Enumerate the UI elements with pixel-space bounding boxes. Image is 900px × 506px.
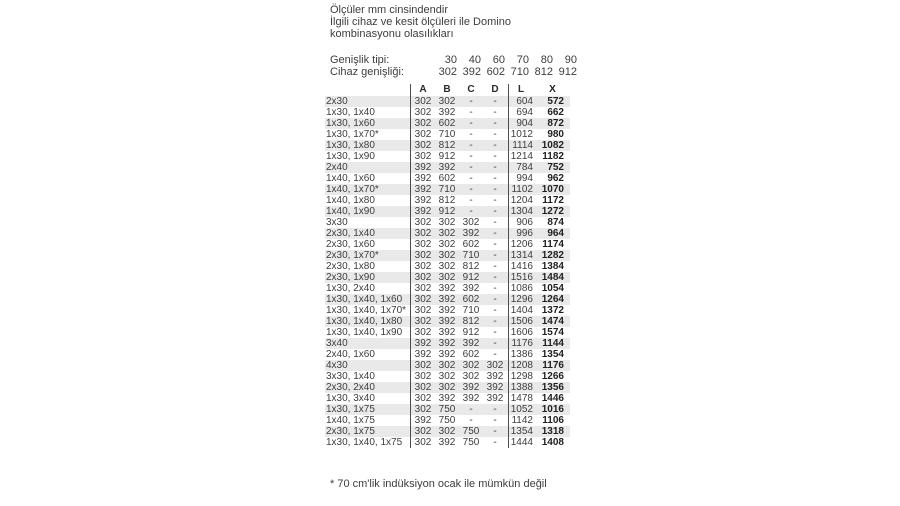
dim-c-cell: 602 (462, 239, 480, 250)
dim-a-cell: 392 (414, 184, 432, 195)
dim-b-cell: 912 (438, 206, 456, 217)
dim-d-cell: 302 (486, 360, 504, 371)
dim-c-cell: 812 (462, 261, 480, 272)
dim-a-cell: 392 (414, 162, 432, 173)
dim-d-cell: 392 (486, 393, 504, 404)
dim-c-cell: 302 (462, 371, 480, 382)
dim-a-cell: 302 (414, 393, 432, 404)
table-row (325, 118, 570, 129)
combo-table-body (325, 96, 570, 448)
table-row (325, 294, 570, 305)
dim-a-cell: 302 (414, 327, 432, 338)
dim-d-cell: - (493, 415, 497, 426)
dim-b-cell: 750 (438, 415, 456, 426)
combination-label-cell: 1x30, 1x75 (326, 404, 375, 415)
dim-b-cell: 812 (438, 140, 456, 151)
dim-c-cell: - (469, 96, 473, 107)
header-col-c: C (467, 84, 475, 95)
dim-a-cell: 392 (414, 349, 432, 360)
dim-c-cell: 750 (462, 437, 480, 448)
dim-b-cell: 750 (438, 404, 456, 415)
table-row (325, 261, 570, 272)
table-row (325, 217, 570, 228)
cutout-x-cell: 1446 (541, 393, 564, 404)
combination-label-cell: 1x40, 1x80 (326, 195, 375, 206)
header-col-d: D (491, 84, 499, 95)
cutout-x-cell: 1182 (542, 151, 564, 162)
dim-a-cell: 302 (414, 129, 432, 140)
dim-a-cell: 392 (414, 173, 432, 184)
combination-label-cell: 1x30, 3x40 (326, 393, 375, 404)
dim-a-cell: 302 (414, 140, 432, 151)
cutout-x-cell: 874 (547, 217, 564, 228)
table-row (325, 415, 570, 426)
combination-label-cell: 1x30, 1x70* (326, 129, 379, 140)
dim-b-cell: 602 (438, 118, 456, 129)
dim-b-cell: 710 (438, 129, 456, 140)
header-col-x: X (549, 84, 556, 95)
dim-d-cell: - (493, 283, 497, 294)
dim-b-cell: 912 (438, 151, 456, 162)
dim-b-cell: 302 (438, 250, 456, 261)
combination-label-cell: 1x40, 1x90 (326, 206, 375, 217)
dim-c-cell: 392 (462, 382, 480, 393)
length-l-cell: 1416 (510, 261, 533, 272)
dim-c-cell: 602 (462, 294, 480, 305)
table-row (325, 206, 570, 217)
table-row (325, 184, 570, 195)
dim-d-cell: - (493, 272, 497, 283)
dim-a-cell: 302 (414, 382, 432, 393)
table-row (325, 283, 570, 294)
dim-a-cell: 302 (414, 217, 432, 228)
dim-a-cell: 302 (414, 239, 432, 250)
length-l-cell: 1314 (510, 250, 533, 261)
cutout-x-cell: 1384 (541, 261, 564, 272)
table-row (325, 349, 570, 360)
dim-d-cell: - (493, 316, 497, 327)
length-l-cell: 1052 (510, 404, 533, 415)
table-row (325, 338, 570, 349)
dim-d-cell: - (493, 426, 497, 437)
length-l-cell: 1516 (510, 272, 533, 283)
table-row (325, 426, 570, 437)
dim-a-cell: 302 (414, 107, 432, 118)
length-l-cell: 1012 (510, 129, 533, 140)
table-row (325, 316, 570, 327)
length-l-cell: 604 (516, 96, 533, 107)
width-type-value: 60 (492, 54, 505, 66)
width-info-table (330, 54, 577, 78)
cutout-x-cell: 962 (547, 173, 564, 184)
combination-label-cell: 2x30 (326, 96, 348, 107)
dim-d-cell: - (493, 294, 497, 305)
dim-b-cell: 392 (438, 327, 456, 338)
table-row (325, 96, 570, 107)
dim-b-cell: 392 (438, 349, 456, 360)
dim-a-cell: 302 (414, 96, 432, 107)
dim-b-cell: 392 (438, 338, 456, 349)
header-col-b: B (443, 84, 451, 95)
header-col-a: A (419, 84, 427, 95)
dim-c-cell: - (469, 206, 473, 217)
cutout-x-cell: 1016 (541, 404, 564, 415)
dim-b-cell: 392 (438, 294, 456, 305)
dim-c-cell: - (469, 151, 473, 162)
combination-label-cell: 1x30, 1x60 (326, 118, 375, 129)
dim-a-cell: 302 (414, 272, 432, 283)
length-l-cell: 1304 (510, 206, 533, 217)
length-l-cell: 1296 (510, 294, 533, 305)
length-l-cell: 996 (516, 228, 533, 239)
combination-label-cell: 1x30, 1x40, 1x75 (326, 437, 403, 448)
dim-a-cell: 302 (414, 294, 432, 305)
length-l-cell: 1478 (510, 393, 533, 404)
cutout-x-cell: 572 (547, 96, 564, 107)
length-l-cell: 1086 (510, 283, 533, 294)
table-row (325, 327, 570, 338)
dim-c-cell: - (469, 173, 473, 184)
dim-c-cell: - (469, 129, 473, 140)
title-line: kombinasyonu olasılıkları (330, 28, 454, 40)
width-type-row (330, 54, 577, 66)
cutout-x-cell: 980 (547, 129, 564, 140)
cutout-x-cell: 1354 (541, 349, 564, 360)
cutout-x-cell: 1356 (541, 382, 564, 393)
combination-label-cell: 2x40 (326, 162, 348, 173)
title-block (330, 4, 511, 40)
combination-label-cell: 2x30, 1x90 (326, 272, 375, 283)
length-l-cell: 1142 (511, 415, 533, 426)
device-width-value: 602 (486, 66, 505, 78)
dim-b-cell: 392 (438, 162, 456, 173)
dim-c-cell: 602 (462, 349, 480, 360)
dim-c-cell: 392 (462, 283, 480, 294)
length-l-cell: 1404 (510, 305, 533, 316)
cutout-x-cell: 1408 (541, 437, 564, 448)
dim-d-cell: - (493, 239, 497, 250)
width-type-value: 40 (468, 54, 481, 66)
dim-a-cell: 302 (414, 118, 432, 129)
cutout-x-cell: 1070 (541, 184, 564, 195)
cutout-x-cell: 662 (547, 107, 564, 118)
header-spacer (325, 84, 411, 96)
table-row (325, 360, 570, 371)
table-row (325, 129, 570, 140)
table-row (325, 250, 570, 261)
cutout-x-cell: 1372 (541, 305, 564, 316)
combination-label-cell: 1x30, 1x40, 1x70* (326, 305, 407, 316)
length-l-cell: 1206 (510, 239, 533, 250)
width-type-label: Genişlik tipi: (330, 54, 390, 66)
dim-b-cell: 392 (438, 305, 456, 316)
cutout-x-cell: 1282 (541, 250, 564, 261)
dim-d-cell: 392 (486, 371, 504, 382)
dim-a-cell: 392 (414, 415, 432, 426)
dim-d-cell: - (493, 173, 497, 184)
length-l-cell: 1102 (511, 184, 533, 195)
dim-b-cell: 812 (438, 195, 456, 206)
dim-a-cell: 302 (414, 371, 432, 382)
dim-b-cell: 392 (438, 107, 456, 118)
dim-b-cell: 302 (438, 217, 456, 228)
table-row (325, 162, 570, 173)
combination-label-cell: 1x30, 1x80 (326, 140, 375, 151)
cutout-x-cell: 1054 (541, 283, 564, 294)
dim-a-cell: 302 (414, 151, 432, 162)
dim-d-cell: - (493, 162, 497, 173)
combination-label-cell: 3x30, 1x40 (326, 371, 375, 382)
dim-c-cell: 302 (462, 360, 480, 371)
dim-a-cell: 302 (414, 360, 432, 371)
dim-c-cell: - (469, 415, 473, 426)
dim-d-cell: - (493, 151, 497, 162)
device-width-label: Cihaz genişliği: (330, 66, 404, 78)
footnote: * 70 cm'lik indüksiyon ocak ile mümkün değil (330, 478, 547, 490)
dim-d-cell: - (493, 129, 497, 140)
dim-c-cell: - (469, 404, 473, 415)
dim-d-cell: - (493, 404, 497, 415)
table-row (325, 173, 570, 184)
combination-label-cell: 3x30 (326, 217, 348, 228)
title-line: İlgili cihaz ve kesit ölçüleri ile Domino (330, 16, 511, 28)
cutout-x-cell: 1172 (542, 195, 564, 206)
cutout-x-cell: 1082 (541, 140, 564, 151)
dim-c-cell: - (469, 140, 473, 151)
combination-label-cell: 2x30, 1x75 (326, 426, 375, 437)
dim-b-cell: 302 (438, 382, 456, 393)
length-l-cell: 1506 (510, 316, 533, 327)
dim-c-cell: 392 (462, 338, 480, 349)
dim-a-cell: 302 (414, 426, 432, 437)
device-width-value: 812 (534, 66, 553, 78)
header-col-l: L (517, 84, 525, 95)
combination-label-cell: 2x30, 1x70* (326, 250, 379, 261)
length-l-cell: 694 (516, 107, 533, 118)
length-l-cell: 1386 (510, 349, 533, 360)
dim-c-cell: 710 (462, 250, 480, 261)
dim-a-cell: 302 (414, 261, 432, 272)
dim-c-cell: - (469, 107, 473, 118)
dim-d-cell: - (493, 305, 497, 316)
dim-d-cell: - (493, 437, 497, 448)
title-line: Ölçüler mm cinsindendir (330, 4, 448, 16)
length-l-cell: 1208 (510, 360, 533, 371)
cutout-x-cell: 1484 (541, 272, 564, 283)
dim-d-cell: - (493, 107, 497, 118)
dim-d-cell: - (493, 206, 497, 217)
device-width-value: 392 (462, 66, 481, 78)
table-row (325, 272, 570, 283)
dim-b-cell: 392 (438, 437, 456, 448)
dim-c-cell: 912 (462, 272, 480, 283)
dim-d-cell: - (493, 349, 497, 360)
dim-a-cell: 392 (414, 195, 432, 206)
length-l-cell: 1114 (512, 140, 533, 151)
table-row (325, 228, 570, 239)
combination-label-cell: 2x30, 1x40 (326, 228, 375, 239)
device-width-value: 302 (438, 66, 457, 78)
device-width-value: 912 (558, 66, 577, 78)
combination-label-cell: 1x40, 1x70* (326, 184, 379, 195)
length-l-cell: 1606 (510, 327, 533, 338)
length-l-cell: 1176 (511, 338, 533, 349)
combination-label-cell: 2x40, 1x60 (326, 349, 375, 360)
dim-a-cell: 302 (414, 228, 432, 239)
dim-b-cell: 302 (438, 228, 456, 239)
dim-b-cell: 302 (438, 261, 456, 272)
dim-b-cell: 302 (438, 239, 456, 250)
length-l-cell: 1298 (510, 371, 533, 382)
length-l-cell: 906 (516, 217, 533, 228)
table-row (325, 382, 570, 393)
width-type-value: 30 (444, 54, 457, 66)
cutout-x-cell: 752 (547, 162, 564, 173)
length-l-cell: 1388 (510, 382, 533, 393)
dim-b-cell: 392 (438, 283, 456, 294)
combination-label-cell: 4x30 (326, 360, 348, 371)
dim-a-cell: 392 (414, 338, 432, 349)
cutout-x-cell: 964 (547, 228, 564, 239)
dim-d-cell: - (493, 195, 497, 206)
dim-b-cell: 392 (438, 393, 456, 404)
combination-label-cell: 1x30, 1x40, 1x90 (326, 327, 403, 338)
cutout-x-cell: 1574 (541, 327, 564, 338)
combination-label-cell: 1x30, 1x40, 1x80 (326, 316, 403, 327)
table-row (325, 107, 570, 118)
table-row (325, 151, 570, 162)
length-l-cell: 904 (516, 118, 533, 129)
combination-label-cell: 1x30, 1x40, 1x60 (326, 294, 403, 305)
combination-label-cell: 1x40, 1x75 (326, 415, 375, 426)
dim-c-cell: - (469, 162, 473, 173)
length-l-cell: 1354 (510, 426, 533, 437)
length-l-cell: 994 (516, 173, 533, 184)
dim-c-cell: 812 (462, 316, 480, 327)
table-rule-left (410, 84, 411, 448)
combination-label-cell: 1x30, 1x40 (326, 107, 375, 118)
cutout-x-cell: 1264 (541, 294, 564, 305)
combination-label-cell: 1x30, 2x40 (326, 283, 375, 294)
dim-d-cell: - (493, 338, 497, 349)
cutout-x-cell: 872 (547, 118, 564, 129)
dim-b-cell: 302 (438, 426, 456, 437)
dim-b-cell: 602 (438, 173, 456, 184)
combination-label-cell: 2x30, 1x60 (326, 239, 375, 250)
device-width-row (330, 66, 577, 78)
dim-b-cell: 302 (438, 360, 456, 371)
table-row (325, 195, 570, 206)
dim-b-cell: 302 (438, 96, 456, 107)
table-row (325, 404, 570, 415)
dim-b-cell: 302 (438, 272, 456, 283)
dim-a-cell: 392 (414, 206, 432, 217)
cutout-x-cell: 1272 (541, 206, 564, 217)
combination-label-cell: 1x40, 1x60 (326, 173, 375, 184)
cutout-x-cell: 1176 (542, 360, 564, 371)
table-row (325, 239, 570, 250)
dim-a-cell: 302 (414, 437, 432, 448)
width-type-value: 70 (516, 54, 529, 66)
table-row (325, 437, 570, 448)
dim-d-cell: - (493, 228, 497, 239)
dim-d-cell: 392 (486, 382, 504, 393)
width-type-value: 80 (540, 54, 553, 66)
cutout-x-cell: 1266 (541, 371, 564, 382)
cutout-x-cell: 1318 (541, 426, 564, 437)
dim-a-cell: 302 (414, 316, 432, 327)
table-rule-right (508, 84, 509, 448)
combination-label-cell: 3x40 (326, 338, 348, 349)
combination-label-cell: 2x30, 2x40 (326, 382, 375, 393)
cutout-x-cell: 1106 (542, 415, 564, 426)
dim-c-cell: 912 (462, 327, 480, 338)
dim-c-cell: 750 (462, 426, 480, 437)
combination-table (325, 84, 570, 448)
dim-c-cell: 302 (462, 217, 480, 228)
table-row (325, 393, 570, 404)
dim-a-cell: 302 (414, 404, 432, 415)
dim-a-cell: 302 (414, 305, 432, 316)
dim-c-cell: - (469, 195, 473, 206)
combination-label-cell: 2x30, 1x80 (326, 261, 375, 272)
length-l-cell: 1444 (510, 437, 533, 448)
table-header-row (325, 84, 570, 96)
device-width-value: 710 (510, 66, 529, 78)
combination-label-cell: 1x30, 1x90 (326, 151, 375, 162)
dim-b-cell: 392 (438, 316, 456, 327)
dim-d-cell: - (493, 327, 497, 338)
table-row (325, 371, 570, 382)
length-l-cell: 1204 (510, 195, 533, 206)
dim-c-cell: 710 (462, 305, 480, 316)
dim-d-cell: - (493, 140, 497, 151)
dim-a-cell: 302 (414, 250, 432, 261)
dim-b-cell: 302 (438, 371, 456, 382)
cutout-x-cell: 1144 (542, 338, 564, 349)
dim-c-cell: 392 (462, 393, 480, 404)
dim-d-cell: - (493, 261, 497, 272)
length-l-cell: 1214 (510, 151, 533, 162)
dim-d-cell: - (493, 250, 497, 261)
dim-c-cell: 392 (462, 228, 480, 239)
dim-c-cell: - (469, 118, 473, 129)
cutout-x-cell: 1474 (541, 316, 564, 327)
table-row (325, 305, 570, 316)
dim-c-cell: - (469, 184, 473, 195)
cutout-x-cell: 1174 (542, 239, 564, 250)
table-row (325, 140, 570, 151)
dim-a-cell: 302 (414, 283, 432, 294)
dim-d-cell: - (493, 217, 497, 228)
dim-b-cell: 710 (438, 184, 456, 195)
dim-d-cell: - (493, 96, 497, 107)
length-l-cell: 784 (516, 162, 533, 173)
dim-d-cell: - (493, 184, 497, 195)
dim-d-cell: - (493, 118, 497, 129)
width-type-value: 90 (564, 54, 577, 66)
